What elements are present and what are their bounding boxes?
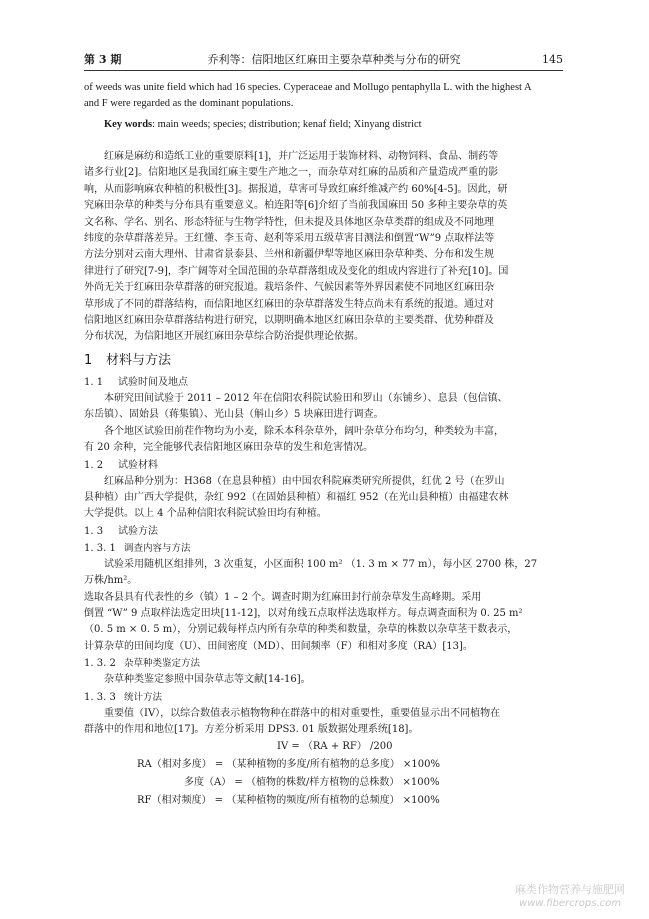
paragraph-line: 有 20 余种，完全能够代表信阳地区麻田杂草的发生和危害情况。 xyxy=(84,442,374,454)
section-heading-1: 1 材料与方法 xyxy=(84,352,172,368)
intro-paragraph xyxy=(84,149,564,346)
running-head xyxy=(84,52,563,68)
paragraph-line: （0. 5 m × 0. 5 m），分别记载每样点内所有杂草的种类和数量，杂草的株数以杂草茎干数表示， xyxy=(84,624,518,636)
watermark-text: 麻类作物营养与施肥网 xyxy=(515,883,625,896)
intro-line: 响，从而影响麻农种植的积极性[3]。据报道，草害可导致红麻纤维减产约 60%[4-5]。因此，研 xyxy=(84,183,508,195)
issue-number: 第 3 期 xyxy=(84,53,122,66)
intro-line: 信阳地区红麻田杂草群落结构进行研究，以期明确本地区红麻田杂草的主要类群、优势种群及 xyxy=(84,315,494,327)
intro-line: 红麻是麻纺和造纸工业的重要原料[1]，并广泛运用于装饰材料、动物饲料、食品、制药等 xyxy=(104,151,499,162)
abstract-line-2: and F were regarded as the dominant populations. xyxy=(84,98,294,109)
formula-iv: IV = （RA + RF） /200 xyxy=(277,741,393,753)
formula-rf: RF（相对频度） = （某种植物的频度/所有植物的总频度） ×100% xyxy=(137,795,440,807)
intro-line: 文名称、学名、别名、形态特征与生物学特性，但未提及具体地区杂草类群的组成及不同地理 xyxy=(84,216,494,228)
section-heading-1-1: 1. 1 试验时间及地点 xyxy=(84,376,188,388)
paragraph-line: 东岳镇）、固始县（蒋集镇）、光山县（斛山乡）5 块麻田进行调查。 xyxy=(84,409,384,421)
section-heading-1-3-3: 1. 3. 3 统计方法 xyxy=(84,691,163,703)
paragraph-line: 本研究田间试验于 2011 – 2012 年在信阳农科院试验田和罗山（东铺乡）、息县（包信镇、 xyxy=(104,392,508,404)
running-title: 乔利等：信阳地区红麻田主要杂草种类与分布的研究 xyxy=(207,53,461,66)
section-heading-1-3-1: 1. 3. 1 调查内容与方法 xyxy=(84,542,191,554)
intro-line: 草形成了不同的群落结构，而信阳地区红麻田的杂草群落发生特点尚未有系统的报道。通过对 xyxy=(84,298,494,310)
watermark-url: www.fibercrops.com xyxy=(519,898,621,909)
formula-a: 多度（A） = （植物的株数/样方植物的总株数） ×100% xyxy=(184,777,440,789)
section-heading-1-2: 1. 2 试验材料 xyxy=(84,459,158,471)
keywords xyxy=(84,117,564,133)
header-rule xyxy=(84,70,563,71)
paragraph-line: 万株/hm²。 xyxy=(84,575,138,587)
keywords-text: : main weeds; species; distribution; kenaf field; Xinyang district xyxy=(152,119,422,130)
paragraph-line: 选取各县具有代表性的乡（镇）1 – 2 个。调查时期为红麻田封行前杂草发生高峰期。采用 xyxy=(84,591,482,603)
article-body xyxy=(84,80,564,810)
intro-line: 律进行了研究[7-9]，李广阔等对全国范围的杂草群落组成及变化的组成内容进行了补充[10]。国 xyxy=(84,265,509,277)
paragraph-line: 重要值（IV），以综合数值表示植物物种在群落中的相对重要性，重要值显示出不同植物在 xyxy=(104,707,501,719)
paragraph-line: 倒置 “W” 9 点取样法选定田块[11-12]，以对角线五点取样法选取样方。每点调查面积为 0. 25 m² xyxy=(84,607,523,619)
paragraph-line: 试验采用随机区组排列，3 次重复，小区面积 100 m² （1. 3 m × 77 m），每小区 2700 株，27 xyxy=(104,558,538,570)
intro-line: 究麻田杂草的种类与分布具有重要意义。柏连阳等[6]介绍了当前我国麻田 50 多种主要杂草的英 xyxy=(84,200,508,212)
paragraph-line: 红麻品种分别为：H368（在息县种植）由中国农科院麻类研究所提供，红优 2 号（在罗山 xyxy=(104,475,505,487)
intro-line: 诸多行业[2]。信阳地区是我国红麻主要生产地之一，而杂草对红麻的品质和产量造成严重的影 xyxy=(84,167,499,179)
keywords-label: Key words xyxy=(104,119,153,130)
paragraph-line: 杂草种类鉴定参照中国杂草志等文献[14-16]。 xyxy=(104,674,311,686)
paragraph-line: 各个地区试验田前茬作物均为小麦，除禾本科杂草外，阔叶杂草分布均匀，种类较为丰富， xyxy=(104,425,504,437)
page-number: 145 xyxy=(542,53,563,66)
watermark xyxy=(500,883,640,910)
intro-line: 方法分别对云南大理州、甘肃省景泰县、兰州和新疆伊犁等地区麻田杂草种类、分布和发生规 xyxy=(84,249,494,261)
paragraph-line: 群落中的作用和地位[17]。方差分析采用 DPS3. 01 版数据处理系统[18]。 xyxy=(84,723,419,735)
intro-line: 纬度的杂草群落差异。王红懂、李玉奇、赵利等采用五级草害目测法和倒置“W”9 点取样法等 xyxy=(84,233,495,245)
paragraph-line: 县种植）由广西大学提供，杂红 992（在固始县种植）和福红 952（在光山县种植）由福建农林 xyxy=(84,491,509,503)
section-heading-1-3: 1. 3 试验方法 xyxy=(84,525,158,537)
paragraph-line: 计算杂草的田间均度（U）、田间密度（MD）、田间频率（F）和相对多度（RA）[13]。 xyxy=(84,640,473,652)
intro-line: 外尚无关于红麻田杂草群落的研究报道。栽培条件、气候因素等外界因素使不同地区红麻田杂 xyxy=(84,282,494,294)
intro-line: 分布状况，为信阳地区开展红麻田杂草综合防治提供理论依据。 xyxy=(84,331,364,343)
abstract-line-1: of weeds was unite field which had 16 species. Cyperaceae and Mollugo pentaphylla L. with the highest A xyxy=(84,82,532,93)
section-heading-1-3-2: 1. 3. 2 杂草种类鉴定方法 xyxy=(84,658,201,670)
paragraph-line: 大学提供。以上 4 个品种信阳农科院试验田均有种植。 xyxy=(84,508,327,520)
formula-ra: RA（相对多度） = （某种植物的多度/所有植物的总多度） ×100% xyxy=(137,759,441,771)
